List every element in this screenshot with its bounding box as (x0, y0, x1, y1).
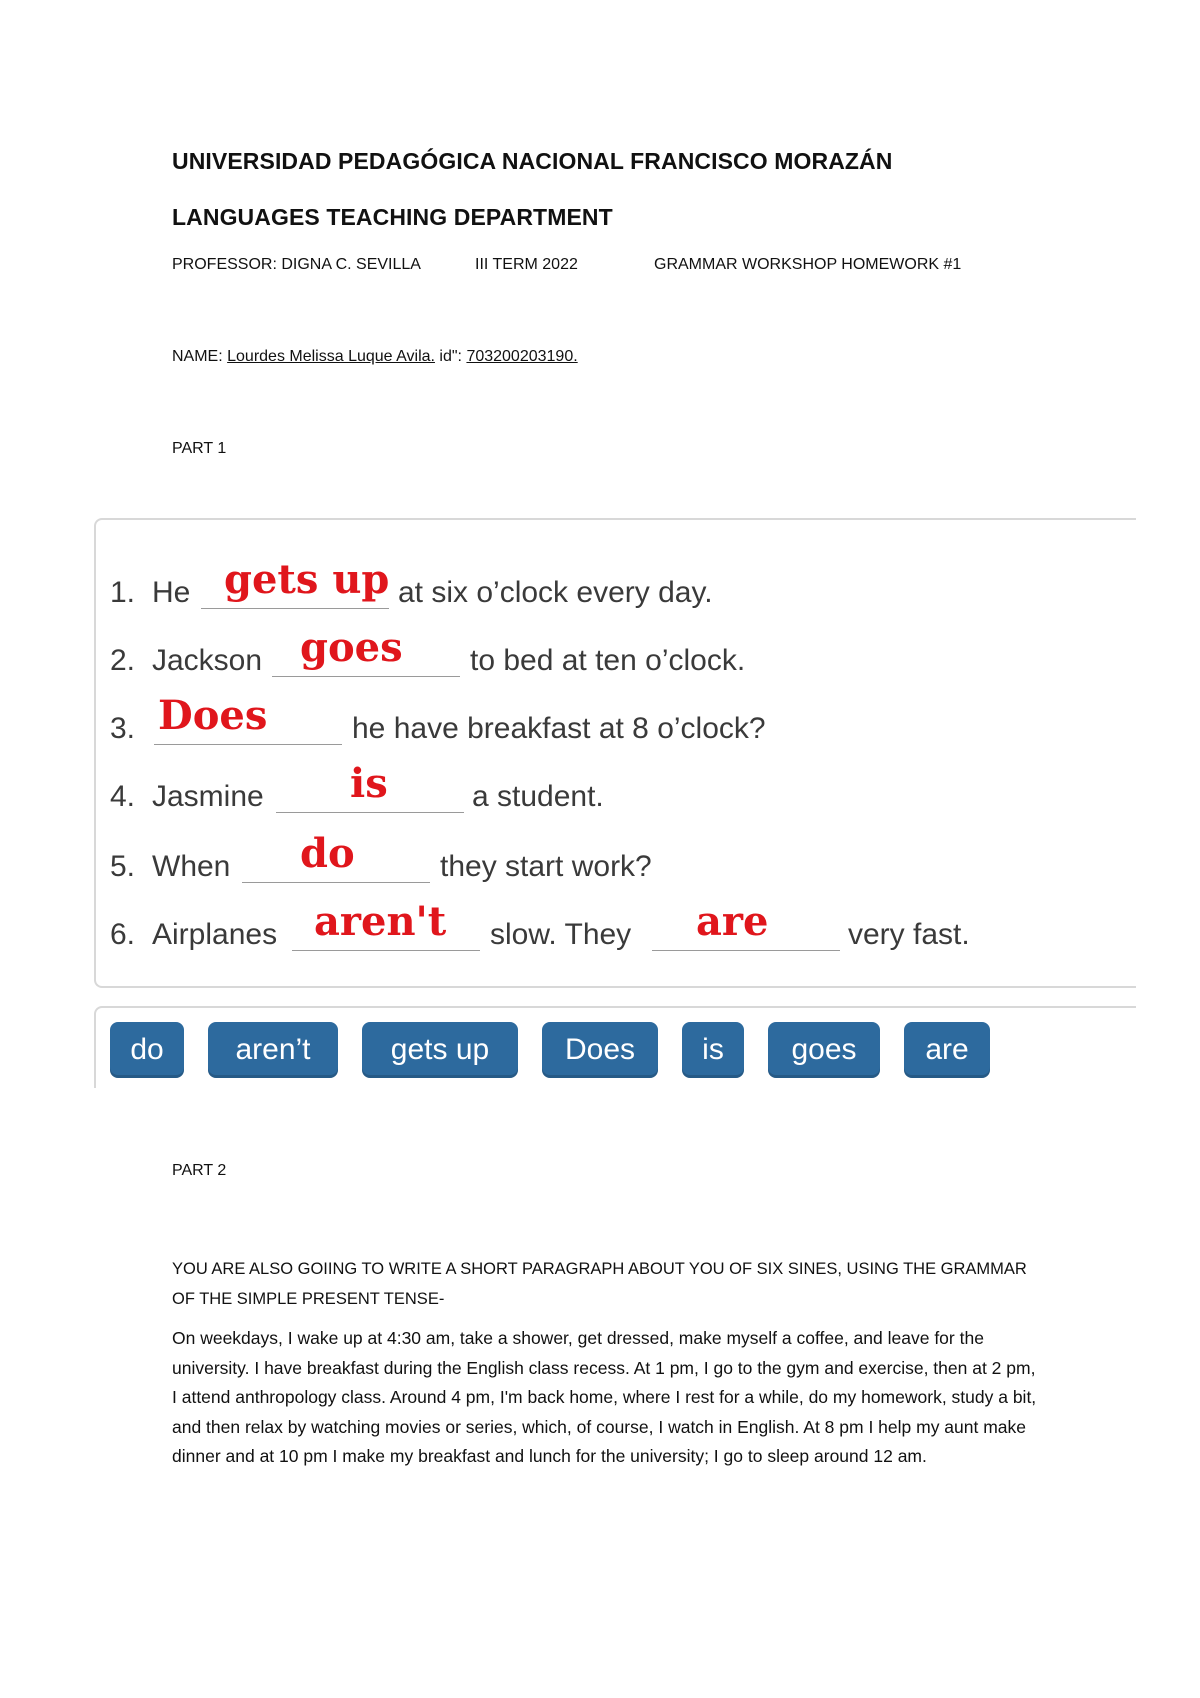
item-number: 4. (110, 780, 136, 813)
answer-blank (272, 676, 460, 677)
item-number: 2. (110, 644, 136, 677)
exercise-item (96, 556, 1136, 616)
term-label: III TERM 2022 (475, 256, 578, 273)
answer-text: aren't (314, 898, 447, 945)
exercise-item (96, 898, 1136, 958)
id-label: id": (434, 348, 467, 365)
professor-label: PROFESSOR: DIGNA C. SEVILLA (172, 256, 421, 273)
answer-blank (652, 950, 840, 951)
item-number: 3. (110, 712, 136, 745)
answer-text: goes (300, 624, 403, 671)
name-label: NAME: (172, 348, 228, 365)
part2-label: PART 2 (172, 1162, 227, 1179)
exercise-item (96, 760, 1136, 820)
word-bank (94, 1006, 1136, 1088)
answer-text: is (350, 760, 388, 807)
item-before: Airplanes (152, 918, 278, 951)
item-after: he have breakfast at 8 o’clock? (352, 712, 766, 745)
item-after: they start work? (440, 850, 652, 883)
exercise-panel (94, 518, 1136, 988)
item-before: When (152, 850, 231, 883)
answer-text: do (300, 830, 355, 877)
item-number: 1. (110, 576, 136, 609)
exercise-item (96, 624, 1136, 684)
word-chip[interactable]: is (682, 1022, 744, 1078)
item-after: a student. (472, 780, 604, 813)
word-chip[interactable]: Does (542, 1022, 658, 1078)
item-after: to bed at ten o’clock. (470, 644, 746, 677)
part1-label: PART 1 (172, 440, 227, 457)
student-id: 703200203190. (466, 348, 578, 365)
assignment-label: GRAMMAR WORKSHOP HOMEWORK #1 (654, 256, 962, 273)
item-after-2: very fast. (848, 918, 970, 951)
university-title: UNIVERSIDAD PEDAGÓGICA NACIONAL FRANCISCO MORAZÁN (172, 148, 893, 174)
word-chip[interactable]: aren’t (208, 1022, 338, 1078)
part2-prompt: YOU ARE ALSO GOIING TO WRITE A SHORT PARAGRAPH ABOUT YOU OF SIX SINES, USING THE GRAMMAR OF THE SIMPLE PRESENT TENSE- (172, 1260, 1027, 1308)
item-number: 6. (110, 918, 136, 951)
word-chip[interactable]: do (110, 1022, 184, 1078)
answer-blank (276, 812, 464, 813)
student-line (172, 348, 578, 366)
answer-text: gets up (224, 556, 390, 603)
answer-blank (242, 882, 430, 883)
department-title: LANGUAGES TEACHING DEPARTMENT (172, 204, 613, 230)
item-before: Jasmine (152, 780, 264, 813)
item-before: He (152, 576, 191, 609)
word-chip[interactable]: gets up (362, 1022, 518, 1078)
answer-blank (292, 950, 480, 951)
word-chip[interactable]: goes (768, 1022, 880, 1078)
answer-text: Does (158, 692, 268, 739)
item-number: 5. (110, 850, 136, 883)
answer-blank (201, 608, 389, 609)
item-after: slow. They (490, 918, 632, 951)
part2-paragraph: On weekdays, I wake up at 4:30 am, take a shower, get dressed, make myself a coffee, and leave for the university. I have breakfast during the English class recess. At 1 pm, I go to the gym and exercise, then at 2 pm, I attend anthropology class. Around 4 pm, I'm back home, where I rest for a while, do my homework, study a bit, and then relax by watching movies or series, which, of course, I watch in English. At 8 pm I help my aunt make dinner and at 10 pm I make my breakfast and lunch for the university; I go to sleep around 12 am. (172, 1328, 1037, 1466)
answer-blank (154, 744, 342, 745)
answer-text-2: are (696, 898, 769, 945)
student-name: Lourdes Melissa Luque Avila. (227, 348, 435, 365)
exercise-item (96, 830, 1136, 890)
word-chip[interactable]: are (904, 1022, 990, 1078)
exercise-item (96, 692, 1136, 752)
item-after: at six o’clock every day. (398, 576, 713, 609)
item-before: Jackson (152, 644, 263, 677)
